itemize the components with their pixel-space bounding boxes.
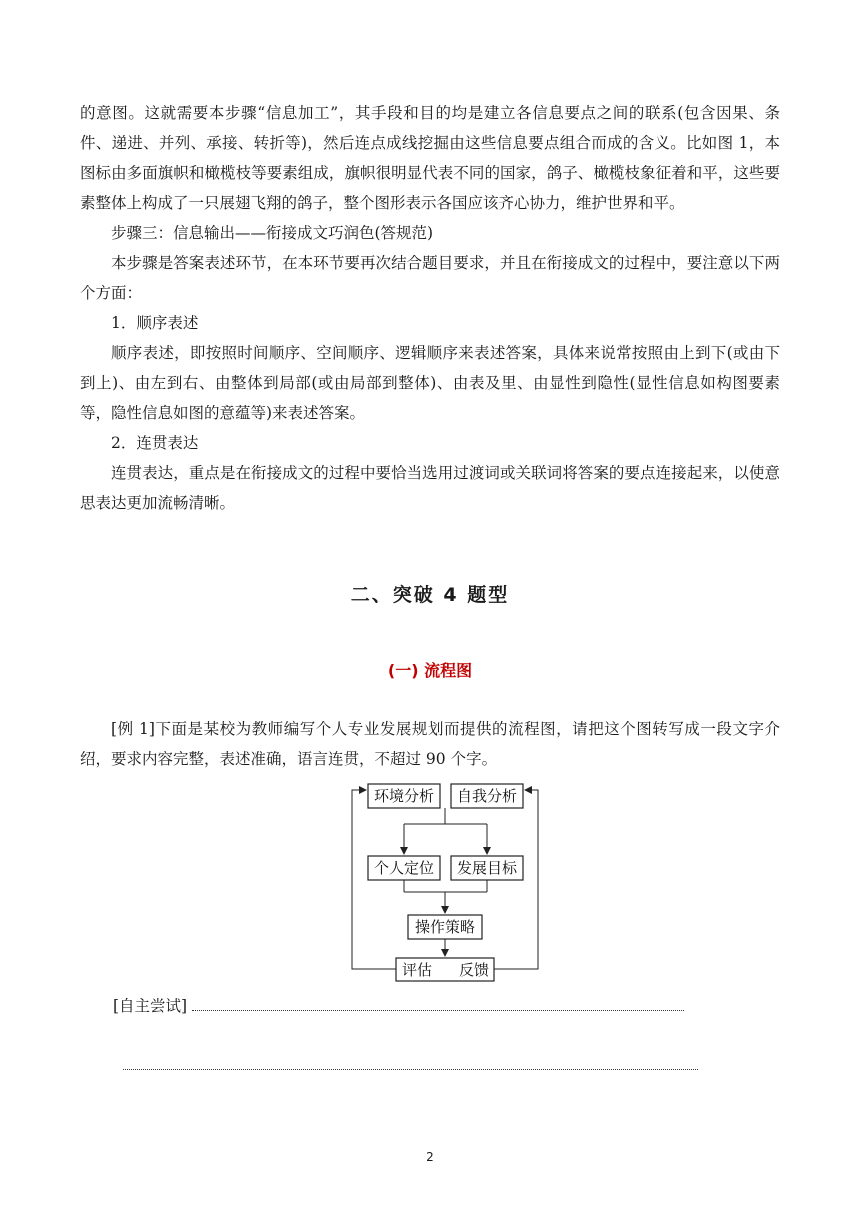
evaluate-label: 评估 — [401, 961, 433, 979]
answer-label: [自主尝试] — [113, 997, 188, 1015]
paragraph: 的意图。这就需要本步骤“信息加工”，其手段和目的均是建立各信息要点之间的联系(包含因果、条件、递进、并列、承接、转折等)，然后连点成线挖掘由这些信息要点组合而成的含义。比如图 1，本图标由多面旗帜和橄榄枝等要素组成，旗帜很明显代表不同的国家，鸽子、橄榄枝象征着和平，这些要素整体上构成了一只展翅飞翔的鸽子，整个图形表示各国应该齐心协力，维护世界和平。 — [80, 104, 780, 212]
paragraph: 顺序表述，即按照时间顺序、空间顺序、逻辑顺序来表述答案，具体来说常按照由上到下(或由下到上)、由左到右、由整体到局部(或由局部到整体)、由表及里、由显性到隐性(显性信息如构图要素等，隐性信息如图的意蕴等)来表述答案。 — [80, 344, 780, 422]
example-text: [例 1]下面是某校为教师编写个人专业发展规划而提供的流程图，请把这个图转写成一段文字介绍，要求内容完整，表述准确，语言连贯，不超过 90 个字。 — [80, 720, 780, 768]
feedback-label: 反馈 — [458, 961, 490, 979]
section-heading: 二、突破 4 题型 — [350, 584, 510, 606]
paragraph: 2．连贯表达 — [111, 434, 199, 452]
paragraph: 本步骤是答案表述环节，在本环节要再次结合题目要求，并且在衔接成文的过程中，要注意以下两个方面： — [80, 254, 780, 302]
page-number: 2 — [426, 1150, 434, 1164]
example-question — [80, 714, 780, 774]
subsection-heading: (一) 流程图 — [387, 661, 473, 680]
answer-line[interactable] — [123, 1069, 698, 1070]
development-goal-label: 发展目标 — [456, 859, 518, 877]
flowchart — [344, 780, 554, 989]
strategy-label: 操作策略 — [414, 918, 476, 936]
paragraph: 连贯表达，重点是在衔接成文的过程中要恰当选用过渡词或关联词将答案的要点连接起来，以使意思表达更加流畅清晰。 — [80, 464, 780, 512]
self-analysis-label: 自我分析 — [456, 787, 518, 805]
paragraph: 1．顺序表述 — [111, 314, 199, 332]
body-text — [80, 98, 780, 518]
env-analysis-label: 环境分析 — [373, 787, 435, 805]
paragraph: 步骤三：信息输出——衔接成文巧润色(答规范) — [111, 224, 434, 242]
answer-line[interactable] — [192, 1010, 684, 1011]
personal-position-label: 个人定位 — [373, 859, 435, 877]
